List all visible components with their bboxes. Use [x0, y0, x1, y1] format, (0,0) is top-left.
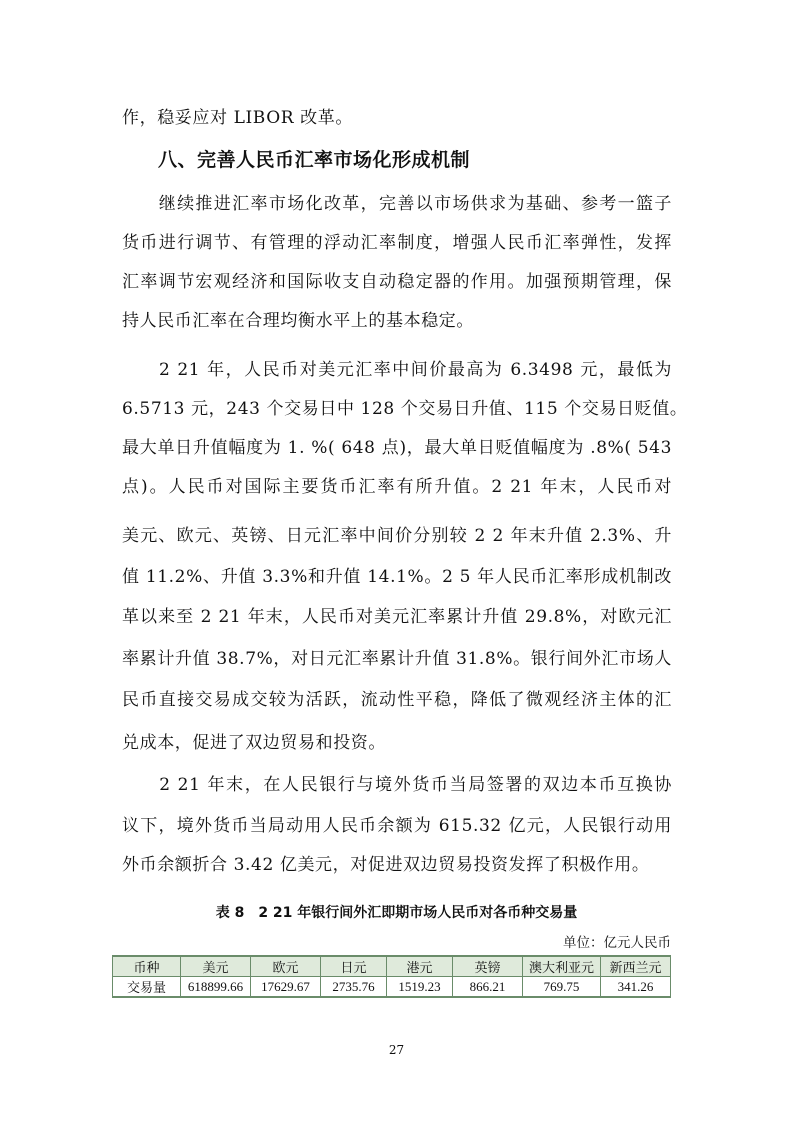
paragraph-2-line-2: 6.5713 元，243 个交易日中 128 个交易日升值、115 个交易日贬值。 [122, 399, 688, 419]
paragraph-3-line-2: 议下，境外货币当局动用人民币余额为 615.32 亿元，人民银行动用 [122, 816, 672, 836]
fx-volume-table [112, 955, 671, 998]
cell-hkd-volume: 1519.23 [387, 977, 453, 998]
intro-line: 作，稳妥应对 LIBOR 改革。 [122, 108, 353, 128]
paragraph-3-line-3: 外币余额折合 3.42 亿美元，对促进双边贸易投资发挥了积极作用。 [122, 855, 650, 875]
paragraph-3-line-1: 2 21 年末，在人民银行与境外货币当局签署的双边本币互换协 [122, 775, 672, 795]
table-row [113, 977, 671, 998]
header-cell-gbp: 英镑 [453, 956, 523, 977]
header-cell-hkd: 港元 [387, 956, 453, 977]
cell-aud-volume: 769.75 [523, 977, 601, 998]
paragraph-2-line-9: 民币直接交易成交较为活跃，流动性平稳，降低了微观经济主体的汇 [122, 690, 672, 710]
paragraph-2-line-4: 点)。人民币对国际主要货币汇率有所升值。2 21 年末，人民币对 [122, 477, 672, 497]
paragraph-1-line-2: 货币进行调节、有管理的浮动汇率制度，增强人民币汇率弹性，发挥 [122, 233, 672, 253]
paragraph-2-line-5: 美元、欧元、英镑、日元汇率中间价分别较 2 2 年末升值 2.3%、升 [122, 526, 672, 546]
table-header-row [113, 956, 671, 977]
section-heading: 八、完善人民币汇率市场化形成机制 [158, 149, 471, 171]
paragraph-2-line-6: 值 11.2%、升值 3.3%和升值 14.1%。2 5 年人民币汇率形成机制改 [122, 567, 672, 587]
cell-jpy-volume: 2735.76 [321, 977, 387, 998]
header-cell-aud: 澳大利亚元 [523, 956, 601, 977]
cell-usd-volume: 618899.66 [181, 977, 251, 998]
row-label-volume: 交易量 [113, 977, 181, 998]
header-cell-eur: 欧元 [251, 956, 321, 977]
table-unit: 单位：亿元人民币 [563, 935, 671, 951]
header-cell-jpy: 日元 [321, 956, 387, 977]
cell-gbp-volume: 866.21 [453, 977, 523, 998]
cell-eur-volume: 17629.67 [251, 977, 321, 998]
paragraph-2-line-8: 率累计升值 38.7%，对日元汇率累计升值 31.8%。银行间外汇市场人 [122, 649, 672, 669]
paragraph-2-line-1: 2 21 年，人民币对美元汇率中间价最高为 6.3498 元，最低为 [122, 360, 672, 380]
page-number: 27 [388, 1043, 405, 1057]
header-cell-usd: 美元 [181, 956, 251, 977]
paragraph-1-line-1: 继续推进汇率市场化改革，完善以市场供求为基础、参考一篮子 [122, 194, 672, 214]
paragraph-1-line-3: 汇率调节宏观经济和国际收支自动稳定器的作用。加强预期管理，保 [122, 272, 672, 292]
paragraph-2-line-7: 革以来至 2 21 年末，人民币对美元汇率累计升值 29.8%，对欧元汇 [122, 607, 672, 627]
paragraph-1-line-4: 持人民币汇率在合理均衡水平上的基本稳定。 [122, 311, 474, 331]
table-title: 表 8 2 21 年银行间外汇即期市场人民币对各币种交易量 [215, 905, 578, 921]
paragraph-2-line-3: 最大单日升值幅度为 1. %( 648 点)，最大单日贬值幅度为 .8%( 543 [122, 438, 672, 458]
header-cell-nzd: 新西兰元 [601, 956, 671, 977]
paragraph-2-line-10: 兑成本，促进了双边贸易和投资。 [122, 733, 386, 753]
header-cell-currency: 币种 [113, 956, 181, 977]
cell-nzd-volume: 341.26 [601, 977, 671, 998]
